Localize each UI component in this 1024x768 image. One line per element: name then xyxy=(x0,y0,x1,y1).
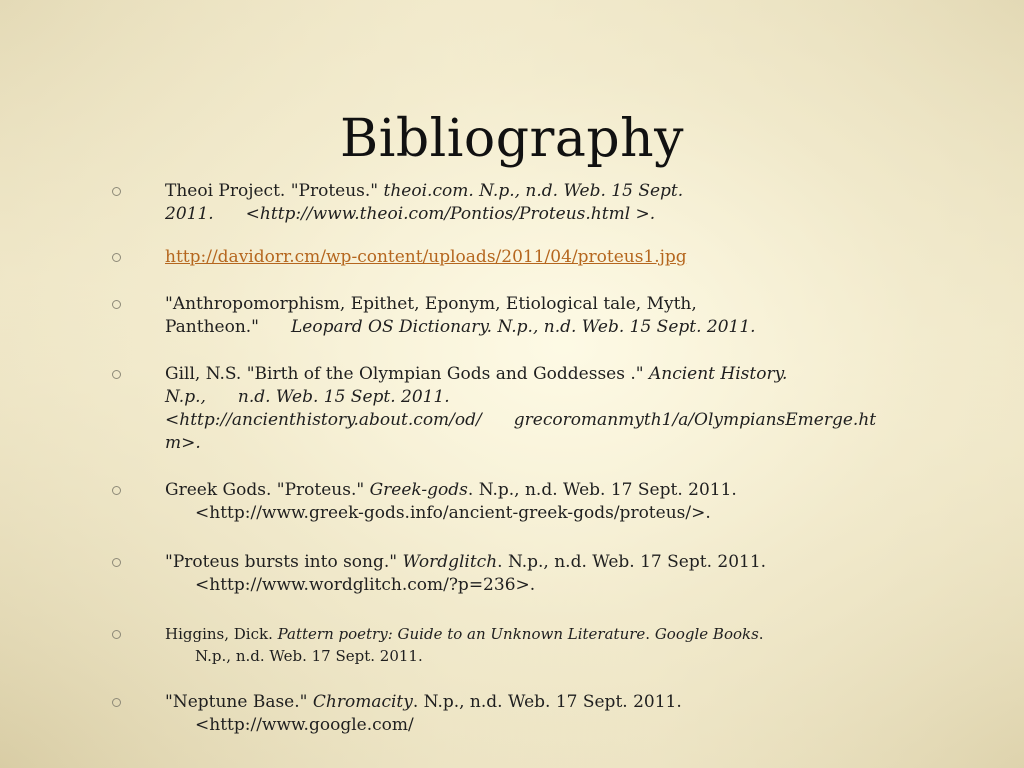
entry-italic-text: 2011. xyxy=(165,204,214,224)
entry-text: . xyxy=(758,625,764,643)
entry-text: Theoi Project. "Proteus." xyxy=(165,181,384,201)
bibliography-entry xyxy=(112,623,912,667)
bibliography-entry xyxy=(112,246,912,269)
entry-text: . xyxy=(645,625,655,643)
bullet-icon xyxy=(112,558,121,567)
entry-url-text: m>. xyxy=(165,433,201,453)
entry-line xyxy=(165,551,912,574)
entry-italic-text: Chromacity xyxy=(312,692,413,712)
entry-line xyxy=(165,386,912,409)
image-source-link[interactable]: http://davidorr.cm/wp-content/uploads/2011/04/proteus1.jpg xyxy=(165,247,687,267)
entry-italic-text: Pattern poetry: Guide to an Unknown Literature xyxy=(277,625,646,643)
entry-text: Pantheon." xyxy=(165,317,260,337)
entry-text: . N.p., n.d. Web. 17 Sept. 2011. xyxy=(412,692,682,712)
bibliography-entry xyxy=(112,691,912,737)
entry-url-text: <http://www.google.com/ xyxy=(195,715,414,735)
entry-italic-text: N.p., xyxy=(165,387,206,407)
bullet-icon xyxy=(112,486,121,495)
entry-line xyxy=(165,363,912,386)
entry-url-text: <http://www.wordglitch.com/?p=236>. xyxy=(195,575,536,595)
entry-italic-text: Ancient History. xyxy=(648,364,788,384)
entry-text: N.p., n.d. Web. 17 Sept. 2011. xyxy=(195,647,423,665)
entry-italic-text: Greek-gods xyxy=(369,480,468,500)
bibliography-entry xyxy=(112,363,912,455)
bibliography-entry xyxy=(112,293,912,339)
entry-text: "Neptune Base." xyxy=(165,692,313,712)
bibliography-list xyxy=(112,180,912,737)
bibliography-entry xyxy=(112,180,912,226)
entry-italic-text: n.d. Web. 15 Sept. 2011. xyxy=(237,387,450,407)
bullet-icon xyxy=(112,300,121,309)
entry-line xyxy=(165,316,912,339)
bullet-icon xyxy=(112,630,121,639)
bibliography-entry xyxy=(112,551,912,597)
entry-text: Gill, N.S. "Birth of the Olympian Gods and Goddesses ." xyxy=(165,364,649,384)
entry-url-text: grecoromanmyth1/a/OlympiansEmerge.ht xyxy=(513,410,877,430)
bullet-icon xyxy=(112,370,121,379)
entry-line xyxy=(165,623,912,645)
entry-line xyxy=(165,432,912,455)
entry-italic-text: Leopard OS Dictionary. N.p., n.d. Web. 15 Sept. 2011. xyxy=(291,317,756,337)
bullet-icon xyxy=(112,187,121,196)
entry-line: "Anthropomorphism, Epithet, Eponym, Etiological tale, Myth, xyxy=(165,294,697,314)
slide-title: Bibliography xyxy=(340,108,684,169)
entry-line xyxy=(165,691,912,714)
entry-text: Higgins, Dick. xyxy=(165,625,278,643)
entry-text: Greek Gods. "Proteus." xyxy=(165,480,370,500)
entry-url-text: <http://ancienthistory.about.com/od/ xyxy=(165,410,482,430)
entry-text: . N.p., n.d. Web. 17 Sept. 2011. xyxy=(497,552,767,572)
bullet-icon xyxy=(112,698,121,707)
bullet-icon xyxy=(112,253,121,262)
bibliography-entry xyxy=(112,479,912,525)
entry-line xyxy=(165,409,912,432)
entry-italic-text: Wordglitch xyxy=(402,552,498,572)
entry-url-text: <http://www.theoi.com/Pontios/Proteus.html >. xyxy=(245,204,656,224)
entry-italic-text: theoi.com. N.p., n.d. Web. 15 Sept. xyxy=(383,181,684,201)
entry-italic-text: Google Books xyxy=(654,625,759,643)
entry-url-text: <http://www.greek-gods.info/ancient-greek-gods/proteus/>. xyxy=(195,503,711,523)
entry-text: "Proteus bursts into song." xyxy=(165,552,403,572)
entry-text: . N.p., n.d. Web. 17 Sept. 2011. xyxy=(467,480,737,500)
entry-line xyxy=(165,180,912,203)
entry-line xyxy=(165,203,912,226)
entry-line xyxy=(165,479,912,502)
